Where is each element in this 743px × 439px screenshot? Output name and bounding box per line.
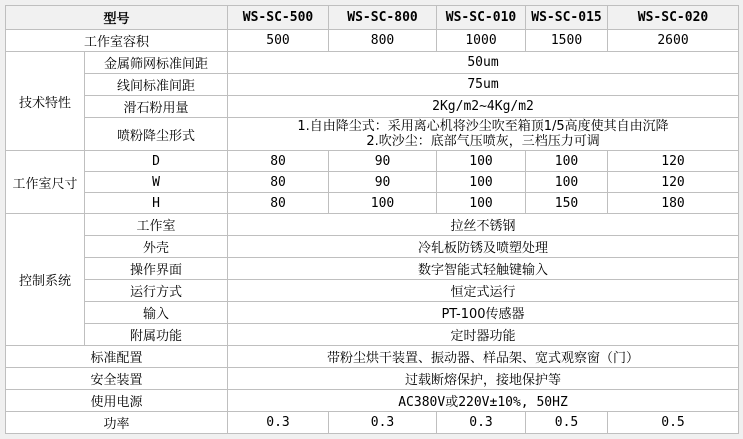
spec-label: 工作室: [85, 214, 228, 236]
table-row: [6, 52, 739, 74]
group-label-dimensions: 工作室尺寸: [6, 151, 85, 214]
table-row: [6, 151, 739, 172]
spec-label: 运行方式: [85, 280, 228, 302]
group-label-control: 控制系统: [6, 214, 85, 346]
spec-label: 附属功能: [85, 324, 228, 346]
spec-label: 外壳: [85, 236, 228, 258]
spec-value: 75um: [228, 74, 739, 96]
table-row: [6, 390, 739, 412]
spec-value: 数字智能式轻触键输入: [228, 258, 739, 280]
spec-value: 2Kg/m2~4Kg/m2: [228, 96, 739, 118]
spec-label: 操作界面: [85, 258, 228, 280]
table-row: [6, 258, 739, 280]
spec-label: 使用电源: [6, 390, 228, 412]
power-value: 0.5: [526, 412, 608, 434]
volume-value: 1500: [526, 30, 608, 52]
spec-value: 过载断熔保护，接地保护等: [228, 368, 739, 390]
model-name-3: WS-SC-010: [437, 6, 526, 30]
power-value: 0.3: [329, 412, 437, 434]
dim-value: 80: [228, 151, 329, 172]
table-row: [6, 214, 739, 236]
volume-value: 800: [329, 30, 437, 52]
table-row: [6, 412, 739, 434]
spec-value: 50um: [228, 52, 739, 74]
spec-table: [5, 5, 739, 434]
dim-value: 100: [526, 172, 608, 193]
volume-value: 1000: [437, 30, 526, 52]
dim-value: 100: [329, 193, 437, 214]
volume-value: 500: [228, 30, 329, 52]
model-header-label: 型号: [6, 6, 228, 30]
dim-label: W: [85, 172, 228, 193]
table-row: [6, 346, 739, 368]
volume-value: 2600: [608, 30, 739, 52]
dim-value: 80: [228, 172, 329, 193]
table-row: [6, 118, 739, 151]
dim-value: 120: [608, 172, 739, 193]
table-row: [6, 302, 739, 324]
model-name-1: WS-SC-500: [228, 6, 329, 30]
table-row: [6, 172, 739, 193]
spec-label: 喷粉降尘形式: [85, 118, 228, 151]
model-name-5: WS-SC-020: [608, 6, 739, 30]
table-row: [6, 30, 739, 52]
table-row: [6, 324, 739, 346]
spec-value: 拉丝不锈钢: [228, 214, 739, 236]
dim-value: 100: [437, 151, 526, 172]
dim-value: 90: [329, 172, 437, 193]
table-row: [6, 280, 739, 302]
dust-mode-line-2: 2.吹沙尘：底部气压喷灰，三档压力可调: [366, 134, 600, 149]
spec-value: 定时器功能: [228, 324, 739, 346]
dim-label: H: [85, 193, 228, 214]
table-row: [6, 74, 739, 96]
dust-mode-line-1: 1.自由降尘式：采用离心机将沙尘吹至箱顶1/5高度使其自由沉降: [297, 119, 669, 134]
table-row: [6, 368, 739, 390]
dim-value: 100: [526, 151, 608, 172]
power-label: 功率: [6, 412, 228, 434]
spec-label: 金属筛网标准间距: [85, 52, 228, 74]
dim-value: 180: [608, 193, 739, 214]
spec-label: 安全装置: [6, 368, 228, 390]
spec-value: AC380V或220V±10%, 50HZ: [228, 390, 739, 412]
spec-value: [228, 118, 739, 151]
dim-value: 90: [329, 151, 437, 172]
spec-value: 恒定式运行: [228, 280, 739, 302]
table-row: [6, 6, 739, 30]
spec-value: 冷轧板防锈及喷塑处理: [228, 236, 739, 258]
volume-label: 工作室容积: [6, 30, 228, 52]
dim-value: 80: [228, 193, 329, 214]
spec-label: 标准配置: [6, 346, 228, 368]
dim-value: 100: [437, 193, 526, 214]
spec-label: 滑石粉用量: [85, 96, 228, 118]
dim-value: 120: [608, 151, 739, 172]
spec-value: 带粉尘烘干装置、振动器、样品架、宽式观察窗（门）: [228, 346, 739, 368]
table-row: [6, 193, 739, 214]
group-label-tech: 技术特性: [6, 52, 85, 151]
power-value: 0.3: [228, 412, 329, 434]
model-name-2: WS-SC-800: [329, 6, 437, 30]
spec-label: 输入: [85, 302, 228, 324]
table-row: [6, 236, 739, 258]
spec-label: 线间标准间距: [85, 74, 228, 96]
power-value: 0.5: [608, 412, 739, 434]
dim-value: 150: [526, 193, 608, 214]
model-name-4: WS-SC-015: [526, 6, 608, 30]
power-value: 0.3: [437, 412, 526, 434]
dim-label: D: [85, 151, 228, 172]
table-row: [6, 96, 739, 118]
dim-value: 100: [437, 172, 526, 193]
spec-value: PT-100传感器: [228, 302, 739, 324]
